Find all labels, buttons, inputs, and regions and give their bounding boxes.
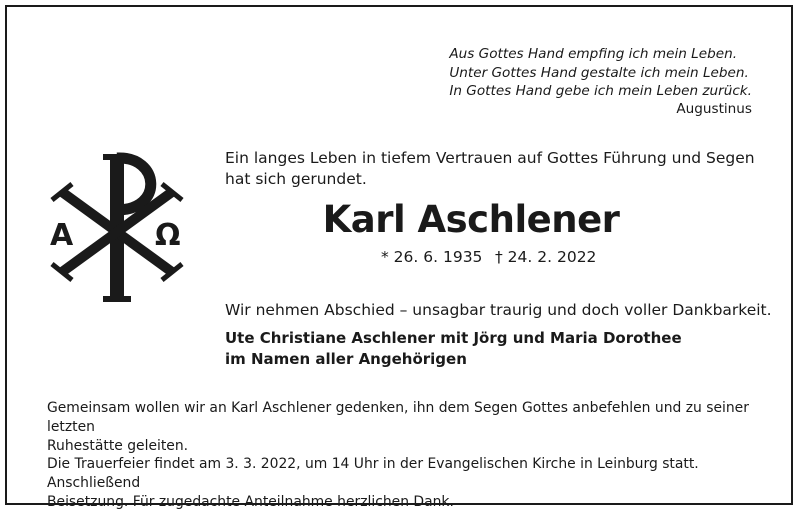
intro-text: Ein langes Leben in tiefem Vertrauen auf Gottes Führung und Segen hat sich gerundet. [225,149,755,188]
notice-line: Die Trauerfeier findet am 3. 3. 2022, um 14 Uhr in der Evangelischen Kirche in Leinburg statt. Anschließend [47,456,699,492]
deceased-name: Karl Aschlener [322,198,620,241]
alpha-letter: A [50,218,74,253]
bible-quote [449,45,752,101]
service-notice [47,399,767,512]
birth-date: * 26. 6. 1935 [381,248,483,266]
quote-line: Aus Gottes Hand empfing ich mein Leben. [449,46,738,62]
quote-line: Unter Gottes Hand gestalte ich mein Leben. [449,64,749,81]
notice-line: Ruhestätte geleiten. [47,437,189,454]
quote-line: In Gottes Hand gebe ich mein Leben zurück. [449,83,752,99]
quote-author: Augustinus [676,101,752,117]
notice-line: Gemeinsam wollen wir an Karl Aschlener gedenken, ihn dem Segen Gottes anbefehlen und zu seiner letzten [47,400,749,435]
omega-letter: Ω [155,218,181,253]
death-date: † 24. 2. 2022 [495,248,597,266]
family-line: im Namen aller Angehörigen [225,350,467,368]
farewell-text: Wir nehmen Abschied – unsagbar traurig und doch voller Dankbarkeit. [225,301,772,319]
chi-rho-icon [40,150,200,305]
family-line: Ute Christiane Aschlener mit Jörg und Maria Dorothee [225,329,682,347]
family-names [225,328,682,370]
notice-line: Beisetzung. Für zugedachte Anteilnahme herzlichen Dank. [47,493,454,510]
